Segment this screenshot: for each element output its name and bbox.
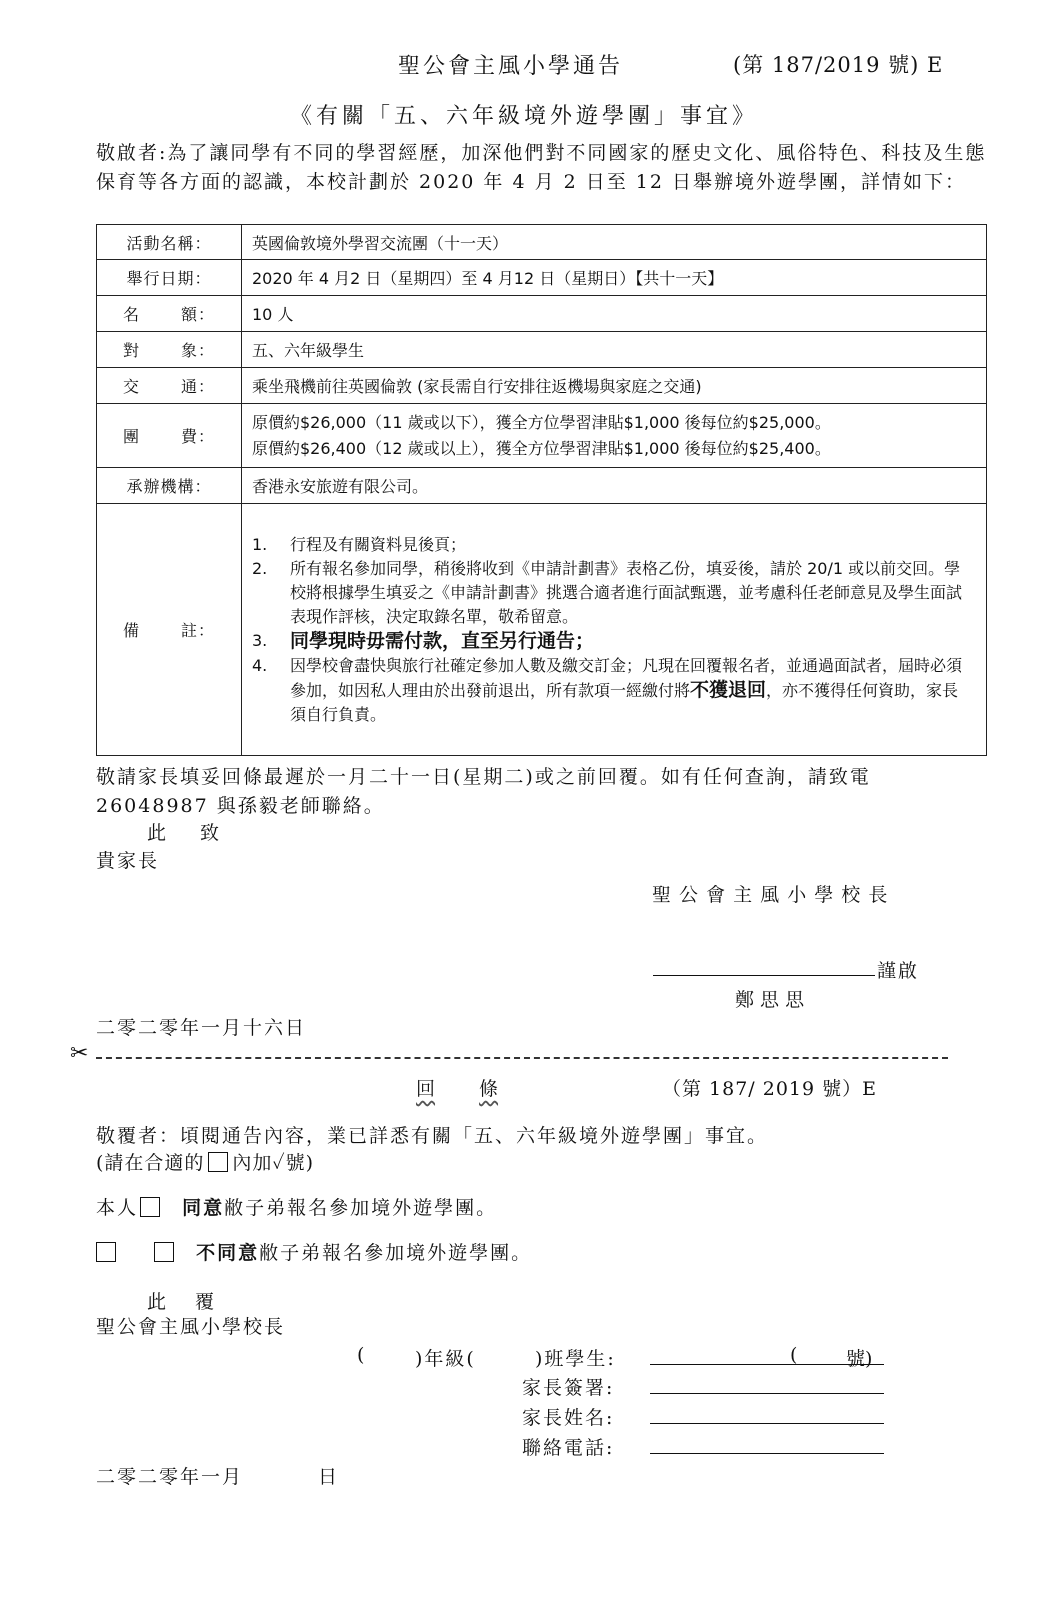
reply-notice-number: （第 187/ 2019 號）E [662, 1078, 878, 1100]
reply-date-prefix: 二零二零年一月 [96, 1466, 244, 1488]
table-row-fee [97, 404, 987, 468]
notice-number: (第 187/2019 號) E [733, 53, 944, 77]
parent-name-field[interactable] [650, 1423, 884, 1424]
target-label: 對 象： [97, 332, 242, 368]
tick-instruction: (請在合適的 內加✓號) [96, 1152, 315, 1174]
cut-line-divider [96, 1057, 948, 1059]
organizer-value: 香港永安旅遊有限公司。 [242, 468, 987, 504]
fee-value [242, 404, 987, 468]
fu-char-1: 此 [147, 1291, 167, 1313]
signoff: 謹啟 [877, 960, 920, 982]
parent-signature-field[interactable] [650, 1393, 884, 1394]
quota-label: 名 額： [97, 296, 242, 332]
activity-value: 英國倫敦境外學習交流團（十一天） [242, 225, 987, 260]
table-row-organizer [97, 468, 987, 504]
table-row-date [97, 260, 987, 296]
remark-item-1: 1. 行程及有關資料見後頁； [252, 534, 467, 554]
parent-name-label: 家長姓名: [522, 1407, 615, 1429]
transport-label: 交 通： [97, 368, 242, 404]
target-value: 五、六年級學生 [242, 332, 987, 368]
organizer-label: 承辦機構： [97, 468, 242, 504]
principal-name: 鄭 思 思 [735, 989, 805, 1011]
contact-phone-label: 聯絡電話: [522, 1437, 615, 1459]
notice-subject: 《有關「五、六年級境外遊學團」事宜》 [290, 104, 759, 129]
principal-signature-line [653, 975, 875, 976]
remark-item-4: 4. 因學校會盡快與旅行社確定參加人數及繳交訂金；凡現在回覆報名者，並通過面試者，屆時必須參加，如因私人理由於出發前退出，所有款項一經繳付將不獲退回，亦不獲得任何資助，家長須自行負責。 [252, 655, 963, 724]
parent-signature-label: 家長簽署: [522, 1377, 615, 1399]
reply-request-text: 敬請家長填妥回條最遲於一月二十一日(星期二)或之前回覆。如有任何查詢，請致電 26048987 與孫毅老師聯絡。 [96, 766, 871, 817]
fee-line-1: 原價約$26,000（11 歲或以下），獲全方位學習津貼$1,000 後每位約$25,000。 [252, 412, 831, 432]
scissors-icon: ✂ [70, 1041, 89, 1066]
agree-checkbox[interactable] [140, 1197, 160, 1217]
remark-item-2: 2. 所有報名參加同學，稍後將收到《申請計劃書》表格乙份，填妥後，請於 20/1 或以前交回。學校將根據學生填妥之《申請計劃書》挑選合適者進行面試甄選，並考慮科任老師意見及學生面試表現作評核，決定取錄名單，敬希留意。 [252, 558, 963, 626]
to-principal: 聖公會主風小學校長 [96, 1316, 286, 1338]
activity-info-table [96, 224, 987, 756]
zhi-char-1: 此 [147, 822, 167, 844]
reply-slip-title: 回 條 [416, 1078, 499, 1100]
school-notice-title: 聖公會主風小學通告 [398, 54, 624, 79]
remark-item-3: 3. 同學現時毋需付款，直至另行通告； [252, 629, 595, 652]
table-row-remarks [97, 504, 987, 756]
principal-title: 聖 公 會 主 風 小 學 校 長 [652, 884, 889, 906]
disagree-checkbox[interactable] [154, 1242, 174, 1262]
quota-value: 10 人 [242, 296, 987, 332]
intro-paragraph: 敬啟者:為了讓同學有不同的學習經歷，加深他們對不同國家的歷史文化、風俗特色、科技及生態保育等各方面的認識，本校計劃於 2020 年 4 月 2 日至 12 日舉辦境外遊學團，詳情如下： [96, 142, 987, 193]
reply-statement: 敬覆者：頃閱通告內容，業已詳悉有關「五、六年級境外遊學團」事宜。 [96, 1125, 769, 1147]
sample-checkbox-icon [208, 1152, 228, 1172]
activity-label: 活動名稱： [97, 225, 242, 260]
class-student-label: )班學生: [535, 1348, 616, 1370]
unlabeled-checkbox[interactable] [96, 1242, 116, 1262]
number-open-paren: ( [790, 1344, 798, 1366]
remarks-label: 備 註： [97, 504, 242, 756]
fee-line-2: 原價約$26,400（12 歲或以上），獲全方位學習津貼$1,000 後每位約$25,400。 [252, 438, 831, 458]
remarks-list [252, 533, 962, 727]
remarks-value [242, 504, 987, 756]
table-row-activity [97, 225, 987, 260]
to-parent: 貴家長 [96, 850, 160, 872]
transport-value: 乘坐飛機前往英國倫敦 (家長需自行安排往返機場與家庭之交通) [242, 368, 987, 404]
option-agree-row: 本人 同意敝子弟報名參加境外遊學團。 [96, 1197, 498, 1219]
number-close-paren: 號) [846, 1348, 873, 1370]
grade-label: )年級( [415, 1348, 476, 1370]
reply-date-day: 日 [318, 1466, 338, 1488]
date-label: 舉行日期： [97, 260, 242, 296]
zhi-char-2: 致 [200, 822, 220, 844]
notice-date: 二零二零年一月十六日 [96, 1017, 307, 1039]
fee-label: 團 費： [97, 404, 242, 468]
option-disagree-row: 不同意敝子弟報名參加境外遊學團。 [96, 1238, 532, 1265]
contact-phone-field[interactable] [650, 1453, 884, 1454]
fu-char-2: 覆 [195, 1291, 215, 1313]
table-row-target [97, 332, 987, 368]
table-row-transport [97, 368, 987, 404]
table-row-quota [97, 296, 987, 332]
class-open-paren: ( [357, 1344, 365, 1366]
date-value: 2020 年 4 月2 日（星期四）至 4 月12 日（星期日）【共十一天】 [242, 260, 987, 296]
